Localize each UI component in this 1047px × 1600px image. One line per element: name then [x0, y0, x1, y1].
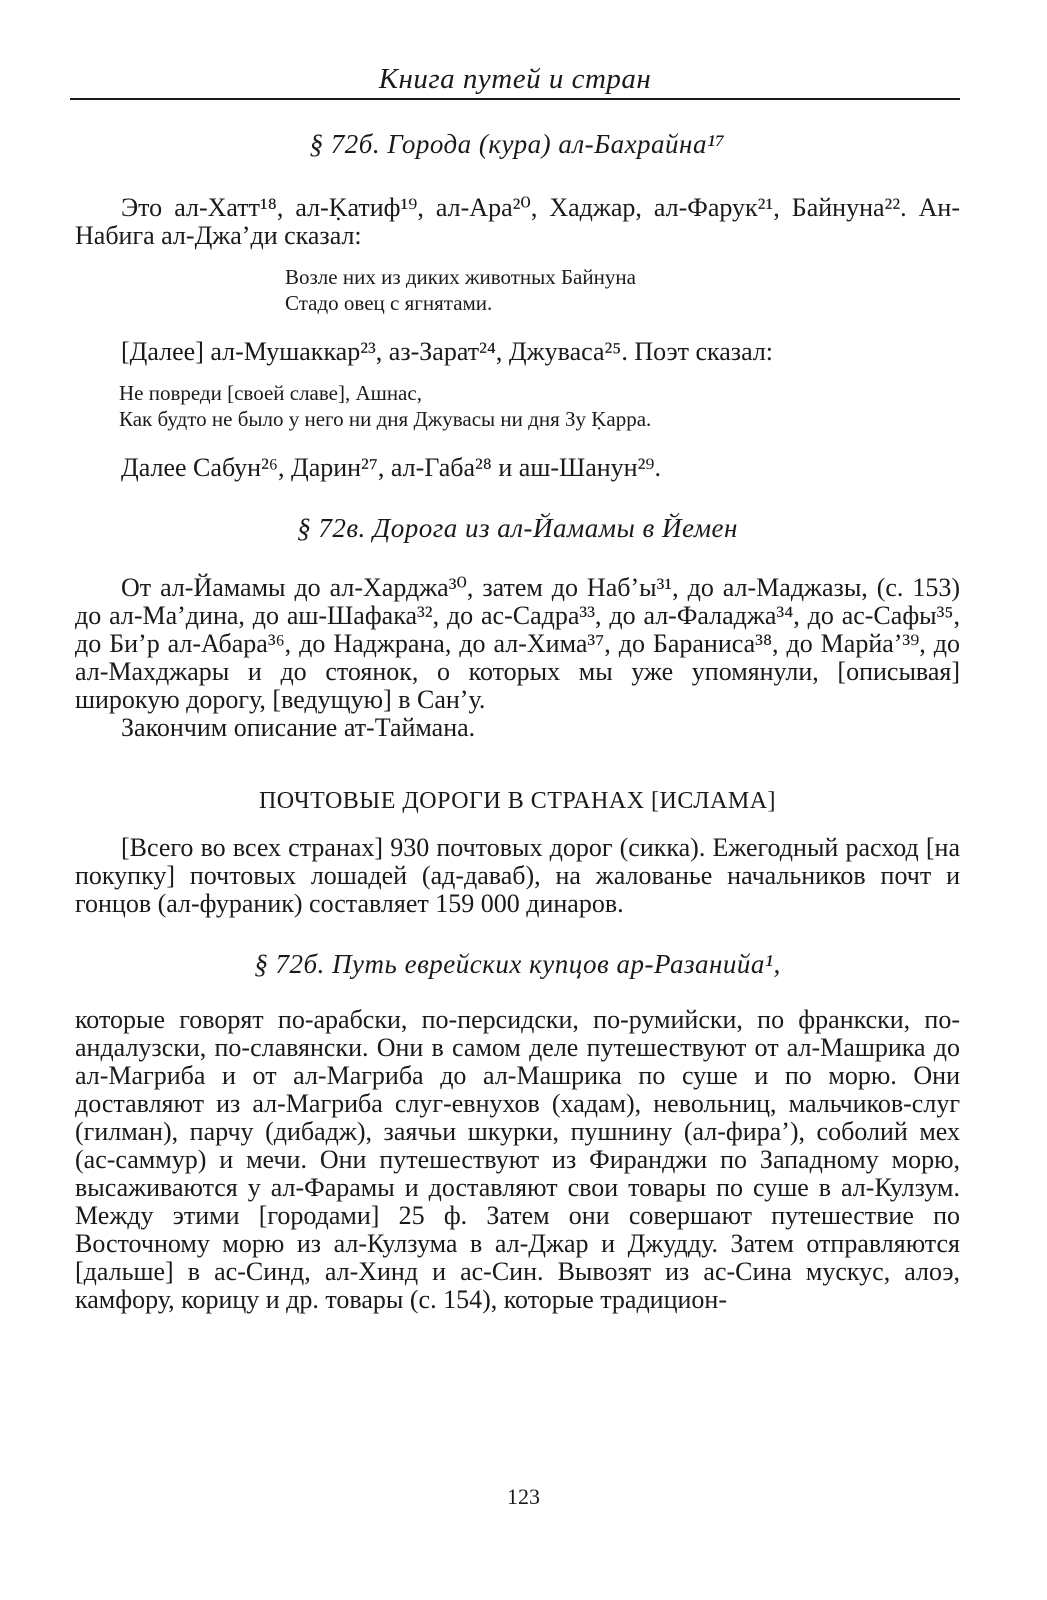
verse-line: Не повреди [своей славе], Ашнас,	[119, 381, 422, 405]
verse-line: Возле них из диких животных Байнуна	[285, 265, 636, 289]
section-title-bahrain: § 72б. Города (кура) ал-Бахрайна¹⁷	[309, 129, 726, 159]
paragraph-postal-roads: [Всего во всех странах] 930 почтовых дорог (сикка). Ежегодный расход [на покупку] почтовых лошадей (ад-даваб), на жалованье начальников почт и гонцов (ал-фураник) составляет 159 000 динаров.	[75, 833, 960, 918]
running-title: Книга путей и стран	[378, 63, 652, 95]
section-title-postal-roads: ПОЧТОВЫЕ ДОРОГИ В СТРАНАХ [ИСЛАМА]	[258, 788, 777, 814]
paragraph-yamama-route: От ал-Йамамы до ал-Харджа³⁰, затем до Наб’ы³¹, до ал-Маджазы, (с. 153) до ал-Ма’дина, до аш-Шафака³², до ас-Садра³³, до ал-Фаладжа³⁴, до ас-Сафы³⁵, до Би’р ал-Абара³⁶, до Наджрана, до ал-Хима³⁷, до Бараниса³⁸, до Марйа’³⁹, до ал-Махджары и до стоянок, о которых мы уже упомянули, [описывая] широкую дорогу, [ведущую] в Сан’у.	[75, 573, 960, 714]
header-rule	[70, 98, 960, 100]
verse-poet	[75, 380, 960, 432]
page-number: 123	[507, 1484, 540, 1509]
paragraph-radhanite-merchants: которые говорят по-арабски, по-персидски, по-румийски, по франкски, по-андалузски, по-славянски. Они в самом деле путешествуют от ал-Машрика до ал-Магриба и от ал-Магриба до ал-Машрика по суше и по морю. Они доставляют из ал-Магриба слуг-евнухов (хадам), невольниц, мальчиков-слуг (гилман), парчу (дибадж), заячьи шкурки, пушнину (ал-фира’), соболий мех (ас-саммур) и мечи. Они путешествуют из Фиранджи по Западному морю, высаживаются у ал-Фарамы и доставляют свои товары по суше в ал-Кулзум. Между этими [городами] 25 ф. Затем они совершают путешествие по Восточному морю из ал-Кулзума в ал-Джар и Джудду. Затем отправляются [дальше] в ас-Синд, ал-Хинд и ас-Син. Вывозят из ас-Сина мускус, алоэ, камфору, корицу и др. товары (с. 154), которые традицион-	[75, 1005, 960, 1314]
verse-line: Стадо овец с ягнятами.	[285, 291, 493, 315]
verse-line: Как будто не было у него ни дня Джувасы ни дня Зу Ḳарра.	[119, 407, 652, 431]
page-content	[75, 118, 960, 1314]
paragraph-bahrain-cities: Это ал-Хатт¹⁸, ал-Ḳатиф¹⁹, ал-Ара²⁰, Хаджар, ал-Фарук²¹, Байнуна²². Ан-Набига ал-Джа’ди сказал:	[75, 193, 960, 250]
paragraph-sabun-darin: Далее Сабун²⁶, Дарин²⁷, ал-Габа²⁸ и аш-Шанун²⁹.	[121, 453, 661, 482]
verse-nabigha	[75, 264, 960, 316]
paragraph-further-places: [Далее] ал-Мушаккар²³, аз-Зарат²⁴, Джуваса²⁵. Поэт сказал:	[121, 337, 774, 366]
paragraph-end-taiman: Закончим описание ат-Таймана.	[121, 713, 476, 742]
section-title-yamama-yemen: § 72в. Дорога из ал-Йамамы в Йемен	[297, 513, 738, 543]
section-title-radhanite-route: § 72б. Путь еврейских купцов ар-Разанийа¹,	[254, 949, 781, 979]
